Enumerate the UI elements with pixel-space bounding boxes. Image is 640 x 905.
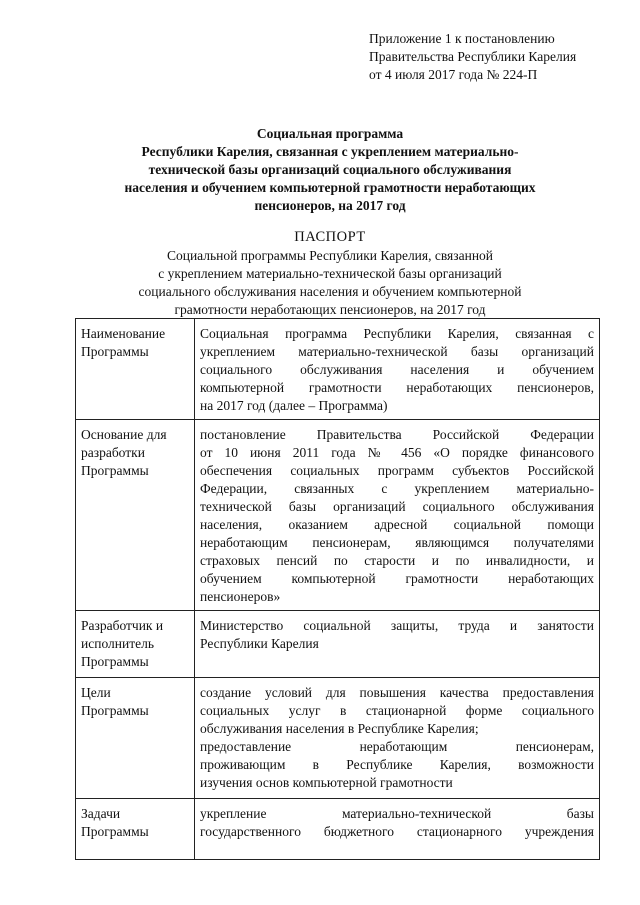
- label-line: Программы: [81, 824, 149, 839]
- label-line: исполнитель: [81, 636, 154, 651]
- row-label: [76, 799, 195, 860]
- label-line: Программы: [81, 463, 149, 478]
- label-line: Основание для: [81, 427, 167, 442]
- passport-line: Социальной программы Республики Карелия, связанной: [166, 248, 494, 263]
- value-line: Социальная программа Республики Карелия, связанная с: [200, 326, 594, 341]
- label-line: Цели: [81, 685, 111, 700]
- passport-line: грамотности неработающих пенсионеров, на 2017 год: [174, 302, 486, 317]
- value-line: постановление Правительства Российской Федерации: [200, 427, 594, 442]
- value-line: от 10 июня 2011 года № 456 «О порядке финансового: [200, 445, 594, 460]
- value-line: обеспечения социальных программ субъектов Российской: [200, 463, 594, 478]
- table-row: [76, 799, 600, 860]
- table-row: [76, 420, 600, 611]
- value-line: технической базы организаций социального обслуживания: [200, 499, 594, 514]
- passport-table: [75, 318, 600, 860]
- table-row: [76, 319, 600, 420]
- value-line: укрепление материально-технической базы: [200, 806, 594, 821]
- value-line: неработающим пенсионерам, являющимся получателями: [200, 535, 594, 550]
- appendix-line: Правительства Республики Карелия: [369, 49, 577, 64]
- value-line: компьютерной грамотности неработающих пенсионеров,: [200, 380, 594, 395]
- title-line: Республики Карелия, связанная с укреплением материально-: [141, 144, 519, 159]
- label-line: Программы: [81, 703, 149, 718]
- row-label: [76, 678, 195, 799]
- value-line: социальных услуг в стационарной форме социального: [200, 703, 594, 718]
- value-line: социального обслуживания населения и обучением: [200, 362, 594, 377]
- appendix-header: [369, 30, 576, 84]
- value-line: на 2017 год (далее – Программа): [200, 398, 388, 413]
- value-line: укреплением материально-технической базы организаций: [200, 344, 594, 359]
- value-line: населения, оказанием адресной социальной помощи: [200, 517, 594, 532]
- row-value: [195, 678, 600, 799]
- row-value: [195, 611, 600, 678]
- row-label: [76, 319, 195, 420]
- program-title: [60, 125, 600, 215]
- value-line: пенсионеров»: [200, 589, 281, 604]
- passport-heading-block: [60, 228, 600, 319]
- value-line: государственного бюджетного стационарного учреждения: [200, 824, 594, 839]
- label-line: Программы: [81, 654, 149, 669]
- label-line: Программы: [81, 344, 149, 359]
- value-line: изучения основ компьютерной грамотности: [200, 775, 453, 790]
- label-line: разработки: [81, 445, 145, 460]
- appendix-line: от 4 июля 2017 года № 224-П: [369, 67, 538, 82]
- row-label: [76, 611, 195, 678]
- value-line: Министерство социальной защиты, труда и занятости: [200, 618, 594, 633]
- value-line: страховых пенсий по старости и по инвалидности, и: [200, 553, 594, 568]
- passport-line: социального обслуживания населения и обучением компьютерной: [138, 284, 522, 299]
- value-line: предоставление неработающим пенсионерам,: [200, 739, 594, 754]
- table-row: [76, 611, 600, 678]
- title-line: населения и обучением компьютерной грамотности неработающих: [124, 180, 536, 195]
- table-row: [76, 678, 600, 799]
- title-line: технической базы организаций социального обслуживания: [148, 162, 512, 177]
- row-value: [195, 799, 600, 860]
- appendix-line: Приложение 1 к постановлению: [369, 31, 555, 46]
- title-line: Социальная программа: [256, 126, 404, 141]
- value-line: создание условий для повышения качества предоставления: [200, 685, 594, 700]
- row-value: [195, 420, 600, 611]
- value-line: Федерации, связанных с укреплением материально-: [200, 481, 594, 496]
- row-label: [76, 420, 195, 611]
- label-line: Разработчик и: [81, 618, 164, 633]
- value-line: проживающим в Республике Карелия, возможности: [200, 757, 594, 772]
- title-line: пенсионеров, на 2017 год: [254, 198, 406, 213]
- row-value: [195, 319, 600, 420]
- passport-line: с укреплением материально-технической базы организаций: [158, 266, 502, 281]
- value-line: обслуживания населения в Республике Карелия;: [200, 721, 479, 736]
- value-line: обучением компьютерной грамотности неработающих: [200, 571, 594, 586]
- passport-heading: ПАСПОРТ: [294, 229, 366, 245]
- label-line: Задачи: [81, 806, 121, 821]
- value-line: Республики Карелия: [200, 636, 319, 651]
- label-line: Наименование: [81, 326, 166, 341]
